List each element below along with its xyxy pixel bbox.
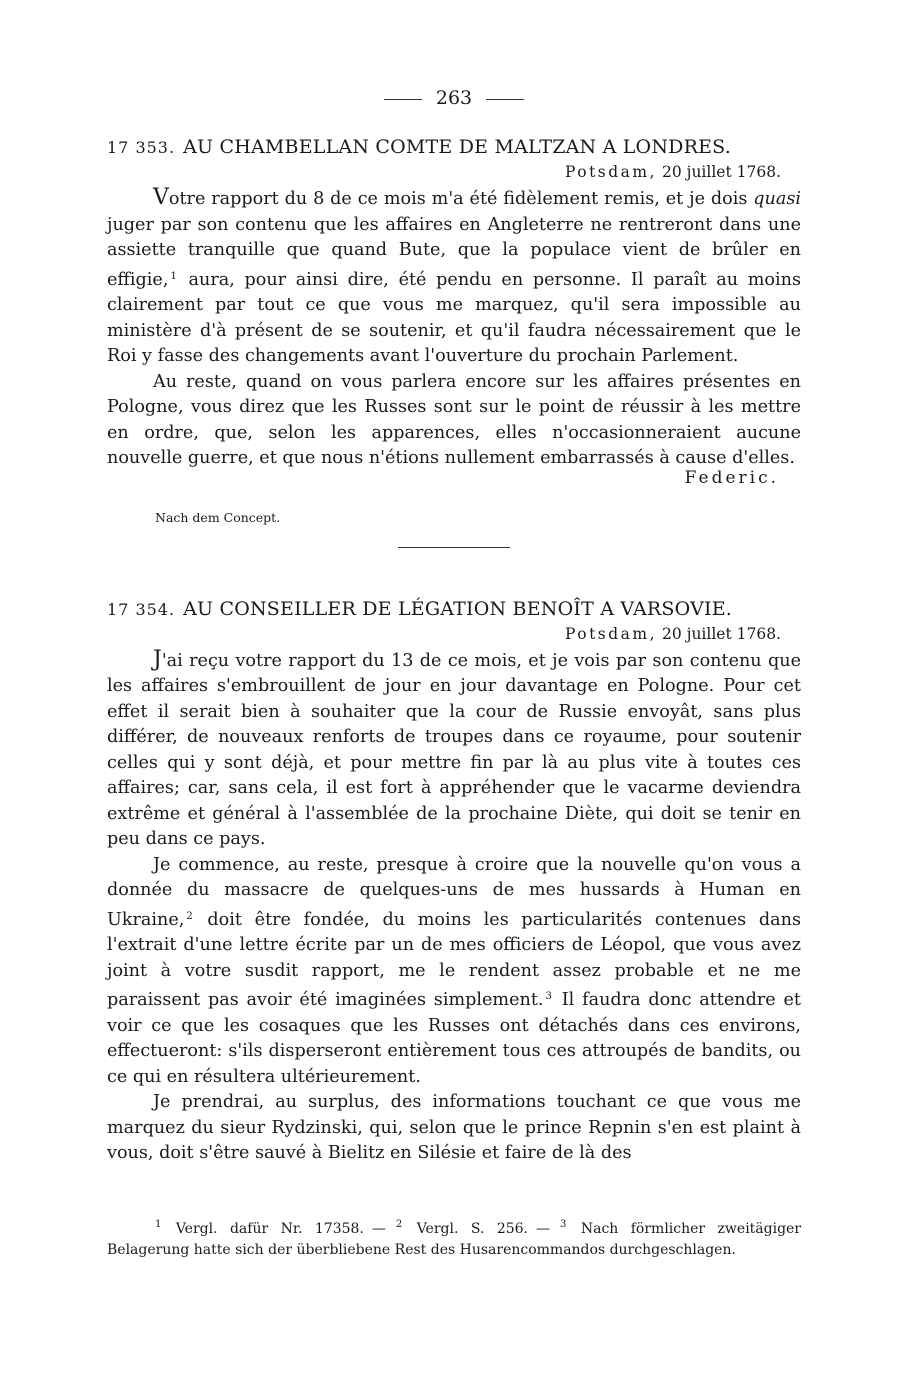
footnote-text: Vergl. dafür Nr. 17358. (175, 1221, 364, 1237)
italic-word: quasi (753, 189, 801, 209)
footnotes (107, 1214, 801, 1261)
paragraph: Je prendrai, au surplus, des informations touchant ce que vous me marquez du sieur Rydzinski, qui, selon que le prince Repnin s'en est plaint à vous, doit s'être sauvé à Bielitz en Silésie et faire de là des (107, 1092, 801, 1163)
footnote-mark: 1 (155, 1219, 162, 1230)
letter-place: Potsdam, (564, 624, 658, 643)
signature-row (107, 467, 801, 508)
footnote-text: Vergl. S. 256. (416, 1221, 529, 1237)
footnote-text: Nach förmlicher zweitägiger Belagerung hatte sich der überbliebene Rest des Husarencommandos durchgeschlagen. (107, 1221, 802, 1258)
paragraph-text: juger par son contenu que les affaires en Angleterre ne rentreront dans une assiette tranquille que quand Bute, que la populace vient de brûler en effigie, (107, 214, 801, 290)
letter-addressee: AU CHAMBELLAN COMTE DE MALTZAN A LONDRES. (183, 136, 731, 158)
paragraph (107, 185, 801, 370)
source-note: Nach dem Concept. (155, 509, 281, 525)
footnote-mark: 2 (395, 1219, 403, 1230)
letter-addressee: AU CONSEILLER DE LÉGATION BENOÎT A VARSOVIE. (183, 597, 733, 620)
letter-place: Potsdam, (564, 163, 658, 181)
paragraph (107, 647, 801, 853)
drop-initial: V (153, 185, 169, 210)
letter-heading (107, 134, 801, 161)
letter-17353 (107, 134, 801, 525)
section-divider (398, 547, 510, 548)
page-number-dash-right (486, 99, 524, 100)
paragraph-text: doit être fondée, du moins les particularités contenues dans l'extrait d'une lettre écrite par un de mes officiers de Léopol, que vous avez joint à votre susdit rapport, me le rendent assez probable et ne me paraissent pas avoir été imaginées simplement. (107, 909, 801, 1010)
page-number-dash-left (384, 99, 422, 100)
paragraph (107, 853, 801, 1091)
paragraph-text: otre rapport du 8 de ce mois m'a été fidèlement remis, et je dois (168, 189, 754, 209)
footnote-mark: 3 (560, 1219, 567, 1230)
footnote-reference: 1 (170, 270, 177, 282)
letter-dateline (107, 623, 781, 645)
page-number-text: 263 (435, 87, 473, 109)
letter-17354 (107, 596, 801, 1167)
letter-number: 17 354. (107, 599, 176, 619)
paragraph-text: Je commence, au reste, presque à croire que la nouvelle qu'on vous a donnée du massacre de quelques-uns de mes hussards à Human en Ukraine, (107, 854, 801, 930)
letter-number: 17 353. (107, 138, 176, 157)
drop-initial: J (153, 646, 162, 672)
paragraph-text: Il faudra donc attendre et voir ce que les cosaques que les Russes ont détachés dans ces environs, effectueront: s'ils disperseront entièrement tous ces attroupés de bandits, ou ce qui en résultera ultérieurement. (107, 990, 801, 1087)
paragraph: Au reste, quand on vous parlera encore sur les affaires présentes en Pologne, vous direz que les Russes sont sur le point de réussir à les mettre en ordre, que, selon les apparences, elles n'occasionneraient aucune nouvelle guerre, et que nous n'étions nullement embarrassés à cause d'elles. (107, 371, 801, 468)
letter-dateline (107, 161, 781, 183)
footnote-reference: 3 (545, 991, 552, 1002)
footnote-reference: 2 (186, 910, 193, 922)
footnote-separator: — (371, 1221, 386, 1237)
letter-heading (107, 596, 801, 623)
page (107, 80, 801, 1167)
letter-date: 20 juillet 1768. (661, 163, 781, 181)
footnote-separator: — (536, 1221, 551, 1237)
page-number (107, 80, 801, 116)
paragraph-text: aura, pour ainsi dire, été pendu en personne. Il paraît au moins clairement par tout ce que vous me marquez, qu'il sera impossible au ministère d'à présent de se soutenir, et qu'il faudra nécessairement que le Roi y fasse des changements avant l'ouverture du prochain Parlement. (107, 269, 801, 366)
letter-date: 20 juillet 1768. (661, 624, 781, 643)
paragraph-text: 'ai reçu votre rapport du 13 de ce mois, et je vois par son contenu que les affaires s'embrouillent de jour en jour davantage en Pologne. Pour cet effet il serait bien à souhaiter que la cour de Russie envoyât, sans plus différer, de nouveaux renforts de troupes dans ce royaume, pour soutenir celles qui y sont déjà, et pour mettre fin par là au plus vite à toutes ces affaires; car, sans cela, il est fort à appréhender que le vacarme deviendra extrême et général à l'assemblée de la prochaine Diète, qui doit se tenir en peu dans ce pays. (107, 650, 801, 849)
signature: Federic. (684, 467, 779, 488)
